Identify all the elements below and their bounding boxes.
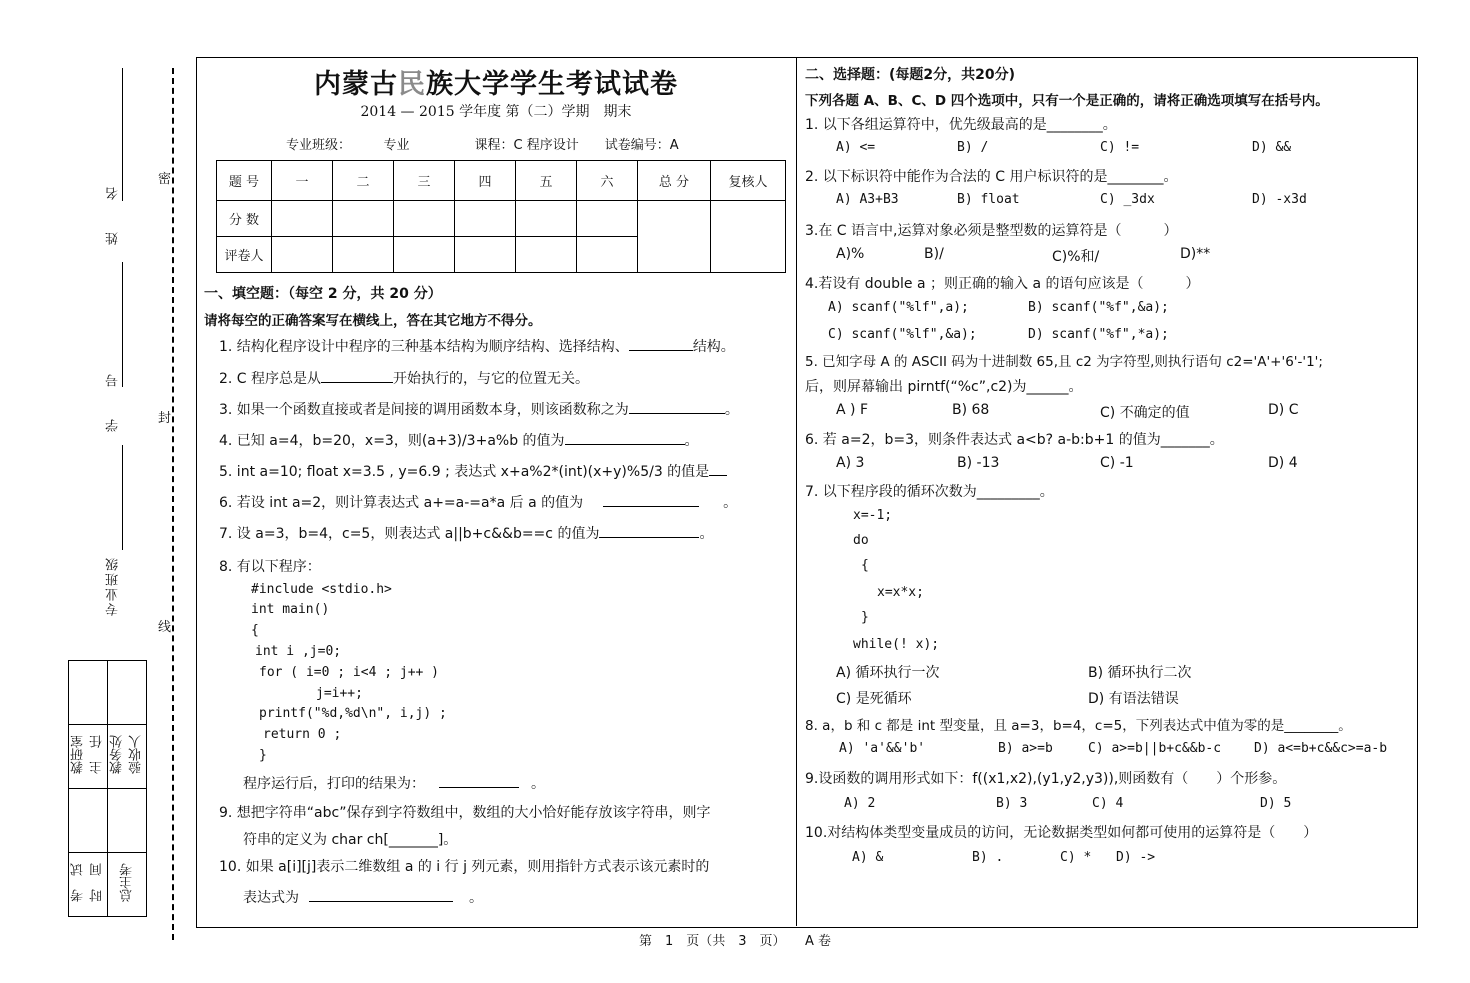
part1-instruction: 请将每空的正确答案写在横线上，答在其它地方不得分。: [204, 313, 542, 329]
column-divider: [796, 57, 797, 926]
question: 10. 如果 a[i][j]表示二维数组 a 的 i 行 j 列元素，则用指针方式表示该元素时的: [219, 859, 710, 875]
option: B) scanf("%f",&a);: [1028, 300, 1169, 315]
class-label: 专业班级: [106, 556, 121, 616]
question: 9. 想把字符串“abc”保存到字符数组中，数组的大小恰好能存放该字符串，则字: [219, 805, 711, 821]
code-line: }: [259, 748, 267, 763]
exam-info: 专业班级： 专业 课程：C 程序设计 试卷编号：A: [286, 138, 679, 153]
question: 符串的定义为 char ch[_______]。: [243, 832, 458, 848]
option: B)/: [924, 246, 944, 262]
question: 7. 以下程序段的循环次数为_________。: [805, 484, 1054, 500]
code-line: printf("%d,%d\n", i,j) ;: [259, 706, 447, 721]
option: C) -1: [1100, 455, 1134, 471]
question: 10.对结构体类型变量成员的访问，无论数据类型如何都可使用的运算符是（ ）: [805, 825, 1318, 841]
code-line: #include <stdio.h>: [251, 582, 392, 597]
option: B) 循环执行二次: [1088, 665, 1192, 681]
score-table: 题 号 一 二 三 四 五 六 总 分 复核人 分 数 评卷人: [216, 160, 786, 273]
option: D) a<=b+c&&c>=a-b: [1254, 741, 1388, 756]
student-id-label: 学 号: [106, 372, 121, 432]
page-footer: 第 1 页（共 3 页） A 卷: [638, 934, 832, 949]
option: A) <=: [836, 140, 876, 155]
option: B) .: [972, 850, 1004, 865]
question: 8. a，b 和 c 都是 int 型变量，且 a=3，b=4，c=5，下列表达式中值为零的是________。: [805, 718, 1352, 734]
option: B) a>=b: [998, 741, 1053, 756]
question: 6. 若设 int a=2，则计算表达式 a+=a-=a*a 后 a 的值为 。: [219, 492, 737, 512]
option: A) 'a'&&'b': [839, 741, 926, 756]
part2-instruction: 下列各题 A、B、C、D 四个选项中，只有一个是正确的，请将正确选项填写在括号内。: [805, 93, 1329, 109]
question: 5. int a=10; float x=3.5 , y=6.9 ; 表达式 x+a%2*(int)(x+y)%5/3 的值是: [219, 461, 727, 481]
option: C) 4: [1092, 796, 1124, 811]
name-label: 姓 名: [106, 185, 121, 245]
admin-cell-acceptor: 教务处 验收人: [108, 725, 147, 789]
code-line: j=i++;: [316, 686, 363, 701]
option: B) 68: [952, 402, 990, 418]
code-line: for ( i=0 ; i<4 ; j++ ): [259, 665, 440, 680]
option: D) 5: [1260, 796, 1292, 811]
seal-char-feng: 封: [158, 411, 172, 426]
seal-char-xian: 线: [158, 620, 172, 635]
exam-title: 内蒙古民族大学学生考试试卷: [314, 69, 678, 100]
option: C) !=: [1100, 140, 1140, 155]
code-line: int i ,j=0;: [255, 644, 342, 659]
code-line: x=-1;: [853, 508, 893, 523]
code-line: do: [853, 533, 869, 548]
option: C) *: [1060, 850, 1092, 865]
code-line: }: [861, 610, 869, 625]
code-line: {: [861, 558, 869, 573]
option: A) A3+B3: [836, 192, 899, 207]
option: D) scanf("%f",*a);: [1028, 327, 1169, 342]
question: 6. 若 a=2，b=3，则条件表达式 a<b? a-b:b+1 的值为_______。: [805, 432, 1224, 448]
question: 2. C 程序总是从 开始执行的，与它的位置无关。: [219, 368, 589, 388]
option: C) _3dx: [1100, 192, 1155, 207]
option: A) 3: [836, 455, 865, 471]
option: D) -x3d: [1252, 192, 1307, 207]
option: D) &&: [1252, 140, 1292, 155]
admin-table: [68, 660, 147, 917]
seal-char-mi: 密: [158, 172, 172, 187]
option: C) 不确定的值: [1100, 405, 1190, 421]
option: D)**: [1180, 246, 1211, 262]
question: 4. 已知 a=4，b=20，x=3，则(a+3)/3+a%b 的值为 。: [219, 430, 699, 450]
question: 9.设函数的调用形式如下：f((x1,x2),(y1,y2,y3)),则函数有（ ）个形参。: [805, 771, 1287, 787]
question: 5. 已知字母 A 的 ASCII 码为十进制数 65,且 c2 为字符型,则执行语句 c2='A'+'6'-'1';: [805, 354, 1323, 370]
question: 7. 设 a=3，b=4，c=5，则表达式 a||b+c&&b==c 的值为 。: [219, 523, 713, 543]
code-line: return 0 ;: [263, 727, 342, 742]
code-line: while(! x);: [853, 637, 940, 652]
admin-cell-exam-time: 考 试 时 间: [69, 853, 108, 917]
exam-subtitle: 2014 — 2015 学年度 第（二）学期 期末: [360, 104, 632, 120]
option: C)%和/: [1052, 249, 1100, 265]
admin-cell-head: 教研室 主 任: [69, 725, 108, 789]
option: A) 循环执行一次: [836, 665, 940, 681]
question: 1. 结构化程序设计中程序的三种基本结构为顺序结构、选择结构、 结构。: [219, 336, 735, 356]
option: A)%: [836, 246, 865, 262]
code-line: {: [251, 623, 259, 638]
part1-title: 一、填空题：（每空 2 分，共 20 分）: [204, 286, 442, 302]
option: B) 3: [996, 796, 1028, 811]
option: D) C: [1268, 402, 1299, 418]
option: C) a>=b||b+c&&b-c: [1088, 741, 1222, 756]
code-line: x=x*x;: [877, 585, 924, 600]
option: B) /: [957, 140, 989, 155]
option: D) 4: [1268, 455, 1298, 471]
option: A ) F: [836, 402, 868, 418]
question: 2. 以下标识符中能作为合法的 C 用户标识符的是________。: [805, 169, 1178, 185]
question: 1. 以下各组运算符中，优先级最高的是________。: [805, 117, 1117, 133]
question: 8. 有以下程序：: [219, 559, 321, 575]
admin-cell-chief: 总主考: [108, 853, 147, 917]
question: 3.在 C 语言中,运算对象必须是整型数的运算符是（ ）: [805, 223, 1178, 239]
option: C) scanf("%lf",&a);: [828, 327, 977, 342]
question: 4.若设有 double a ；则正确的输入 a 的语句应该是（ ）: [805, 276, 1200, 292]
option: C) 是死循环: [836, 691, 912, 707]
option: A) 2: [844, 796, 876, 811]
part2-title: 二、选择题：(每题2分，共20分): [805, 67, 1016, 83]
option: A) &: [852, 850, 884, 865]
question: 程序运行后，打印的结果为： 。: [243, 773, 545, 793]
code-line: int main(): [251, 602, 330, 617]
option: D) 有语法错误: [1088, 691, 1179, 707]
option: B) -13: [957, 455, 1000, 471]
question: 后，则屏幕输出 pirntf(“%c”,c2)为______。: [805, 379, 1083, 395]
question: 3. 如果一个函数直接或者是间接的调用函数本身，则该函数称之为 。: [219, 399, 739, 419]
option: D) ->: [1116, 850, 1156, 865]
question: 表达式为 。: [243, 887, 483, 907]
option: B) float: [957, 192, 1020, 207]
option: A) scanf("%lf",a);: [828, 300, 969, 315]
